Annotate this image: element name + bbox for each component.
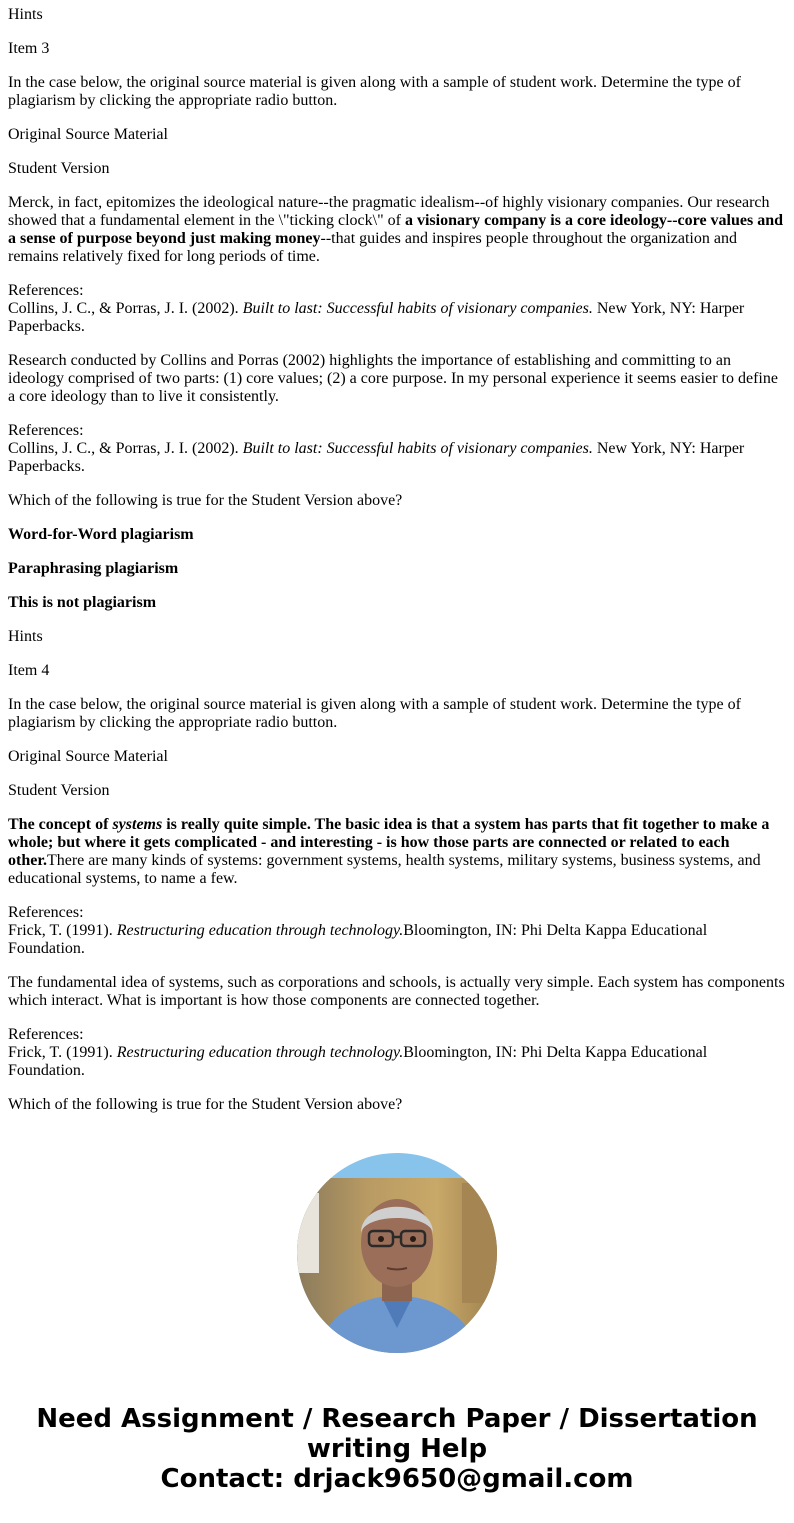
original-text-bold-part: The concept of — [8, 816, 113, 833]
reference-publisher: Bloomington, IN: Phi Delta Kappa Educational Foundation. — [8, 1044, 708, 1079]
original-text-part: --that guides and inspires people throughout the organization and remains relatively fixed for long periods of time. — [8, 230, 737, 265]
item-3-student-heading: Student Version — [8, 160, 110, 177]
item-3-original-heading: Original Source Material — [8, 126, 168, 143]
references-label: References: — [8, 1026, 84, 1043]
item-3-original-text — [8, 194, 786, 266]
original-text-bold-italic: systems — [112, 816, 163, 833]
promo-contact: Contact: drjack9650@gmail.com — [160, 1464, 634, 1494]
item-4-student-references — [8, 1026, 786, 1080]
references-label: References: — [8, 904, 84, 921]
option-label[interactable]: Word-for-Word plagiarism — [8, 526, 194, 543]
original-text-part: Merck, in fact, epitomizes the ideological nature--the pragmatic idealism--of highly visionary companies. Our research showed that a fundamental element in the \"ticking clock\" of — [8, 194, 770, 229]
reference-book-title: Built to last: Successful habits of visionary companies. — [242, 440, 593, 457]
item-3-instructions: In the case below, the original source material is given along with a sample of student work. Determine the type of plagiarism by clicking the appropriate radio button. — [8, 74, 741, 109]
option-paraphrasing[interactable] — [8, 560, 786, 578]
item-3-student-references — [8, 422, 786, 476]
reference-book-title: Restructuring education through technology. — [116, 922, 404, 939]
reference-book-title: Built to last: Successful habits of visionary companies. — [242, 300, 593, 317]
hints-link[interactable]: Hints — [8, 628, 43, 645]
original-text-bold-part: is really quite simple. The basic idea is that a system has parts that fit together to make a whole; but where it gets complicated - and interesting - is how those parts are connected or related to each other. — [8, 816, 770, 869]
reference-authors: Frick, T. (1991). — [8, 922, 117, 939]
item-3-student-text: Research conducted by Collins and Porras (2002) highlights the importance of establishing and committing to an ideology comprised of two parts: (1) core values; (2) a core purpose. In my personal experience it seems easier to define a core ideology than to live it consistently. — [8, 352, 778, 405]
item-4-original-heading: Original Source Material — [8, 748, 168, 765]
promo-line: writing Help — [306, 1434, 488, 1464]
person-photo-icon — [297, 1153, 497, 1353]
promo-banner — [0, 1404, 794, 1494]
page-content — [8, 6, 786, 1130]
references-label: References: — [8, 422, 84, 439]
references-label: References: — [8, 282, 84, 299]
reference-book-title: Restructuring education through technology. — [116, 1044, 404, 1061]
option-label[interactable]: This is not plagiarism — [8, 594, 157, 611]
item-3-title: Item 3 — [8, 40, 50, 57]
item-3-original-references — [8, 282, 786, 336]
item-4-title: Item 4 — [8, 662, 50, 679]
item-4-original-text — [8, 816, 786, 888]
item-4-original-references — [8, 904, 786, 958]
reference-publisher: New York, NY: Harper Paperbacks. — [8, 300, 745, 335]
item-3-question: Which of the following is true for the Student Version above? — [8, 492, 403, 509]
item-4-instructions: In the case below, the original source material is given along with a sample of student work. Determine the type of plagiarism by clicking the appropriate radio button. — [8, 696, 741, 731]
original-text-normal: There are many kinds of systems: government systems, health systems, military systems, business systems, and educational systems, to name a few. — [8, 852, 761, 887]
reference-authors: Collins, J. C., & Porras, J. I. (2002). — [8, 300, 243, 317]
option-label[interactable]: Paraphrasing plagiarism — [8, 560, 179, 577]
promo-line: Need Assignment / Research Paper / Dissertation — [36, 1404, 758, 1434]
reference-authors: Collins, J. C., & Porras, J. I. (2002). — [8, 440, 243, 457]
option-word-for-word[interactable] — [8, 526, 786, 544]
original-text-bold: a visionary company is a core ideology--core values and a sense of purpose beyond just making money — [8, 212, 784, 247]
item-4-student-text: The fundamental idea of systems, such as corporations and schools, is actually very simple. Each system has components which interact. What is important is how those components are connected together. — [8, 974, 785, 1009]
item-4-question: Which of the following is true for the Student Version above? — [8, 1096, 403, 1113]
reference-publisher: New York, NY: Harper Paperbacks. — [8, 440, 745, 475]
reference-publisher: Bloomington, IN: Phi Delta Kappa Educational Foundation. — [8, 922, 708, 957]
reference-authors: Frick, T. (1991). — [8, 1044, 117, 1061]
option-not-plagiarism[interactable] — [8, 594, 786, 612]
hints-link[interactable]: Hints — [8, 6, 43, 23]
item-4-student-heading: Student Version — [8, 782, 110, 799]
